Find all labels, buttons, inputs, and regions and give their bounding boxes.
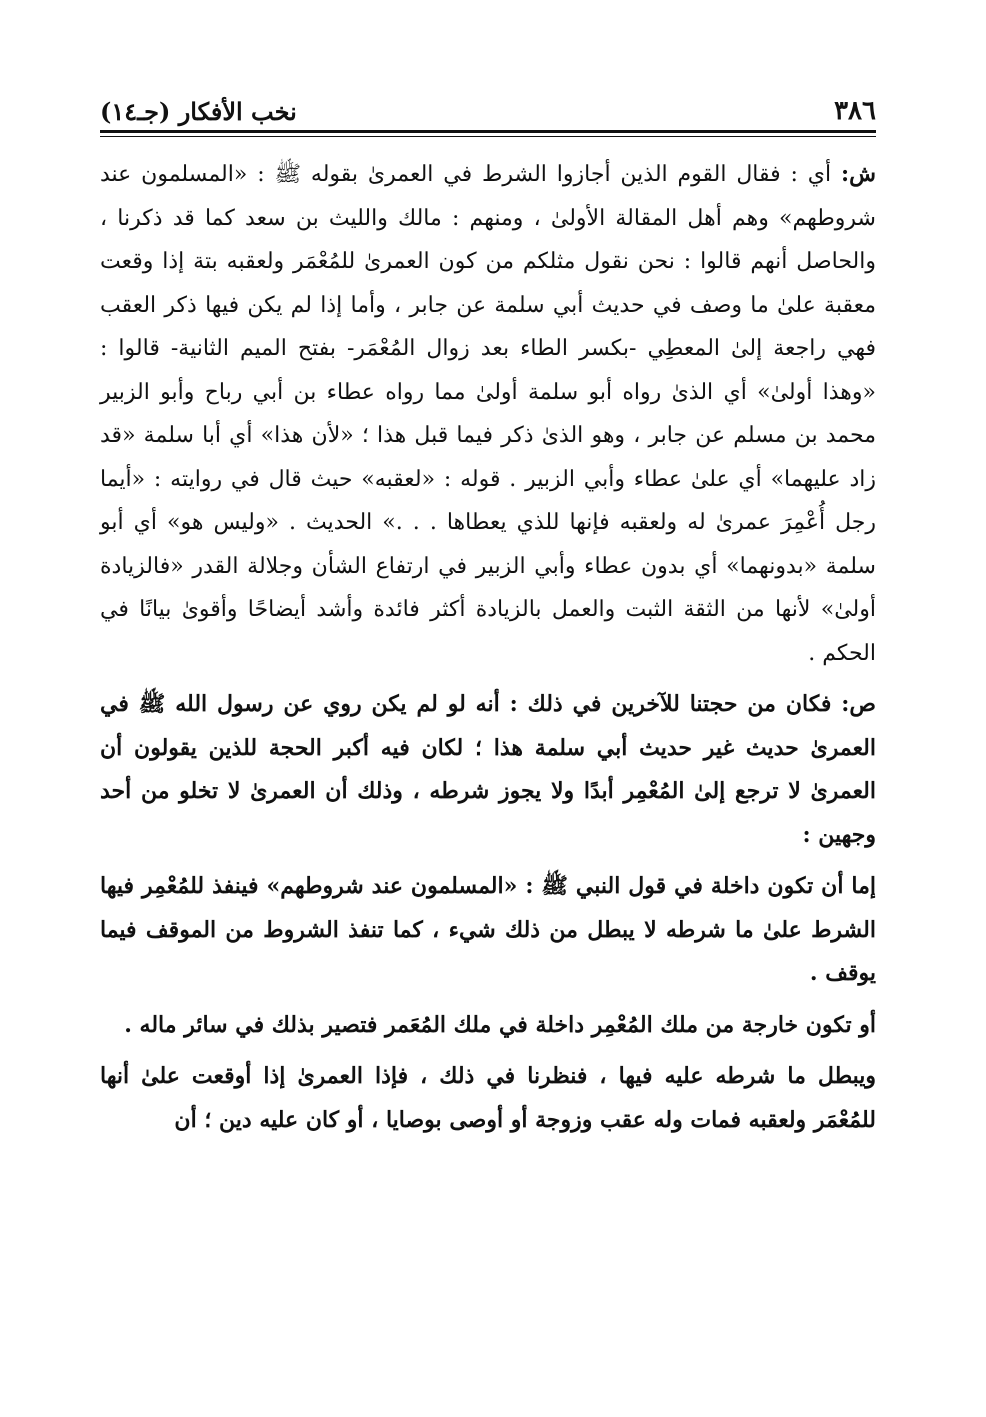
commentary-paragraph [100,153,876,675]
continuation-text: ويبطل ما شرطه عليه فيها ، فنظرنا في ذلك ، فإذا العمرىٰ إذا أوقعت علىٰ أنها للمُعْمَر ولعقبه فمات وله عقب وزوجة أو أوصى بوصايا ، أو كان عليه دين ؛ أن [100,1063,876,1133]
commentary-text: أي : فقال القوم الذين أجازوا الشرط في العمرىٰ بقوله ﷺ : «المسلمون عند شروطهم» وهم أهل المقالة الأولىٰ ، ومنهم : مالك والليث بن سعد كما قد ذكرنا ، والحاصل أنهم قالوا : نحن نقول مثلكم من كون العمرىٰ للمُعْمَر ولعقبه بتة إذا وقعت معقبة علىٰ ما وصف في حديث أبي سلمة عن جابر ، وأما إذا لم يكن فيها ذكر العقب فهي راجعة إلىٰ المعطِي -بكسر الطاء بعد زوال المُعْمَر- بفتح الميم الثانية- قالوا : «وهذا أولىٰ» أي الذىٰ رواه أبو سلمة أولىٰ مما رواه عطاء بن أبي رباح وأبو الزبير محمد بن مسلم عن جابر ، وهو الذىٰ ذكر فيما قبل هذا ؛ «لأن هذا» أي أبا سلمة «قد زاد عليهما» أي علىٰ عطاء وأبي الزبير . قوله : «لعقبه» حيث قال في روايته : «أيما رجل أُعْمِرَ عمرىٰ له ولعقبه فإنها للذي يعطاها . . .» الحديث . «وليس هو» أي أبو سلمة «بدونهما» أي بدون عطاء وأبي الزبير في ارتفاع الشأن وجلالة القدر «فالزيادة أولىٰ» لأنها من الثقة الثبت والعمل بالزيادة أكثر فائدة وأشد أيضاحًا وأقوىٰ بيانًا في الحكم . [100,162,876,666]
source-paragraph [100,683,876,857]
book-title: نخب الأفكار (جـ١٤) [100,97,297,126]
document-page [100,80,876,1150]
source-paragraph-continuation [100,1055,876,1142]
commentary-marker: ش: [841,161,876,187]
source-text: فكان من حجتنا للآخرين في ذلك : أنه لو لم يكن روي عن رسول الله ﷺ في العمرىٰ حديث غير حديث أبي سلمة هذا ؛ لكان فيه أكبر الحجة للذين يقولون أن العمرىٰ لا ترجع إلىٰ المُعْمِر أبدًا ولا يجوز شرطه ، وذلك أن العمرىٰ لا تخلو من أحد وجهين : [100,691,876,848]
page-number: ٣٨٦ [834,96,876,126]
header-rule-thin [100,136,876,137]
source-paragraph-first-case [100,865,876,996]
page-header [100,80,876,126]
second-case-text: أو تكون خارجة من ملك المُعْمِر داخلة في ملك المُعَمر فتصير بذلك في سائر ماله . [124,1011,876,1038]
first-case-text: إما أن تكون داخلة في قول النبي ﷺ : «المسلمون عند شروطهم» فينفذ للمُعْمِر فيها الشرط علىٰ ما شرطه لا يبطل من ذلك شيء ، كما تنفذ الشروط من الموقف فيما يوقف . [100,873,876,986]
source-marker: ص: [841,691,876,717]
header-rule-thick [100,130,876,133]
source-paragraph-second-case [100,1004,876,1048]
